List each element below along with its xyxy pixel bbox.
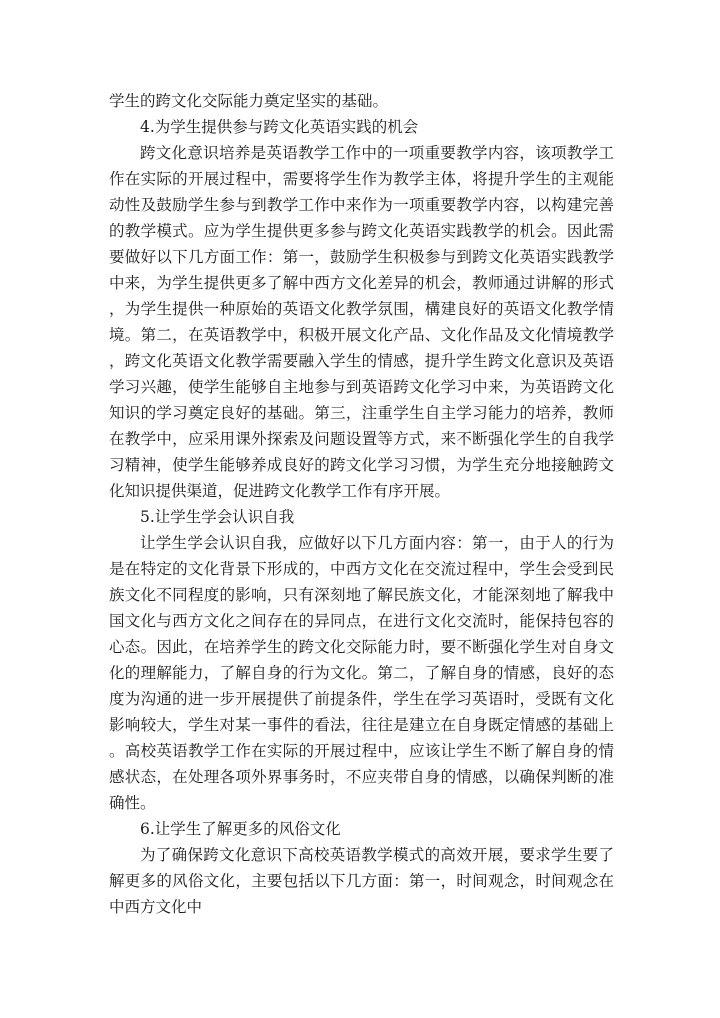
section-heading-5: 5.让学生学会认识自我 bbox=[140, 508, 295, 526]
section-heading-6: 6.让学生了解更多的风俗文化 bbox=[140, 820, 341, 838]
document-body bbox=[109, 88, 614, 920]
paragraph-section-5: 让学生学会认识自我，应做好以下几方面内容：第一，由于人的行为是在特定的文化背景下形成的，中西方文化在交流过程中，学生会受到民族文化不同程度的影响，只有深刻地了解民族文化，才能深刻地了解我中国文化与西方文化之间存在的异同点，在进行文化交流时，能保持包容的心态。因此，在培养学生的跨文化交际能力时，要不断强化学生对自身文化的理解能力，了解自身的行为文化。第二，了解自身的情感，良好的态度为沟通的进一步开展提供了前提条件，学生在学习英语时，受既有文化影响较大，学生对某一事件的看法，往往是建立在自身既定情感的基础上。高校英语教学工作在实际的开展过程中，应该让学生不断了解自身的情感状态，在处理各项外界事务时，不应夹带自身的情感，以确保判断的准确性。 bbox=[109, 534, 614, 812]
paragraph-intro-tail: 学生的跨文化交际能力奠定坚实的基础。 bbox=[109, 92, 389, 110]
paragraph-section-4: 跨文化意识培养是英语教学工作中的一项重要教学内容，该项教学工作在实际的开展过程中，需要将学生作为教学主体，将提升学生的主观能动性及鼓励学生参与到教学工作中来作为一项重要教学内容，以构建完善的教学模式。应为学生提供更多参与跨文化英语实践教学的机会。因此需要做好以下几方面工作：第一，鼓励学生积极参与到跨文化英语实践教学中来，为学生提供更多了解中西方文化差异的机会，教师通过讲解的形式，为学生提供一种原始的英语文化教学氛围，構建良好的英语文化教学情境。第二，在英语教学中，积极开展文化产品、文化作品及文化情境教学，跨文化英语文化教学需要融入学生的情感，提升学生跨文化意识及英语学习兴趣，使学生能够自主地参与到英语跨文化学习中来，为英语跨文化知识的学习奠定良好的基础。第三，注重学生自主学习能力的培养，教师在教学中，应采用课外探索及问题设置等方式，来不断强化学生的自我学习精神，使学生能够养成良好的跨文化学习习惯，为学生充分地接触跨文化知识提供渠道，促进跨文化教学工作有序开展。 bbox=[109, 144, 614, 500]
paragraph-section-6: 为了确保跨文化意识下高校英语教学模式的高效开展，要求学生要了解更多的风俗文化，主要包括以下几方面：第一，时间观念，时间观念在中西方文化中 bbox=[109, 846, 614, 916]
section-heading-4: 4.为学生提供参与跨文化英语实践的机会 bbox=[140, 118, 419, 136]
